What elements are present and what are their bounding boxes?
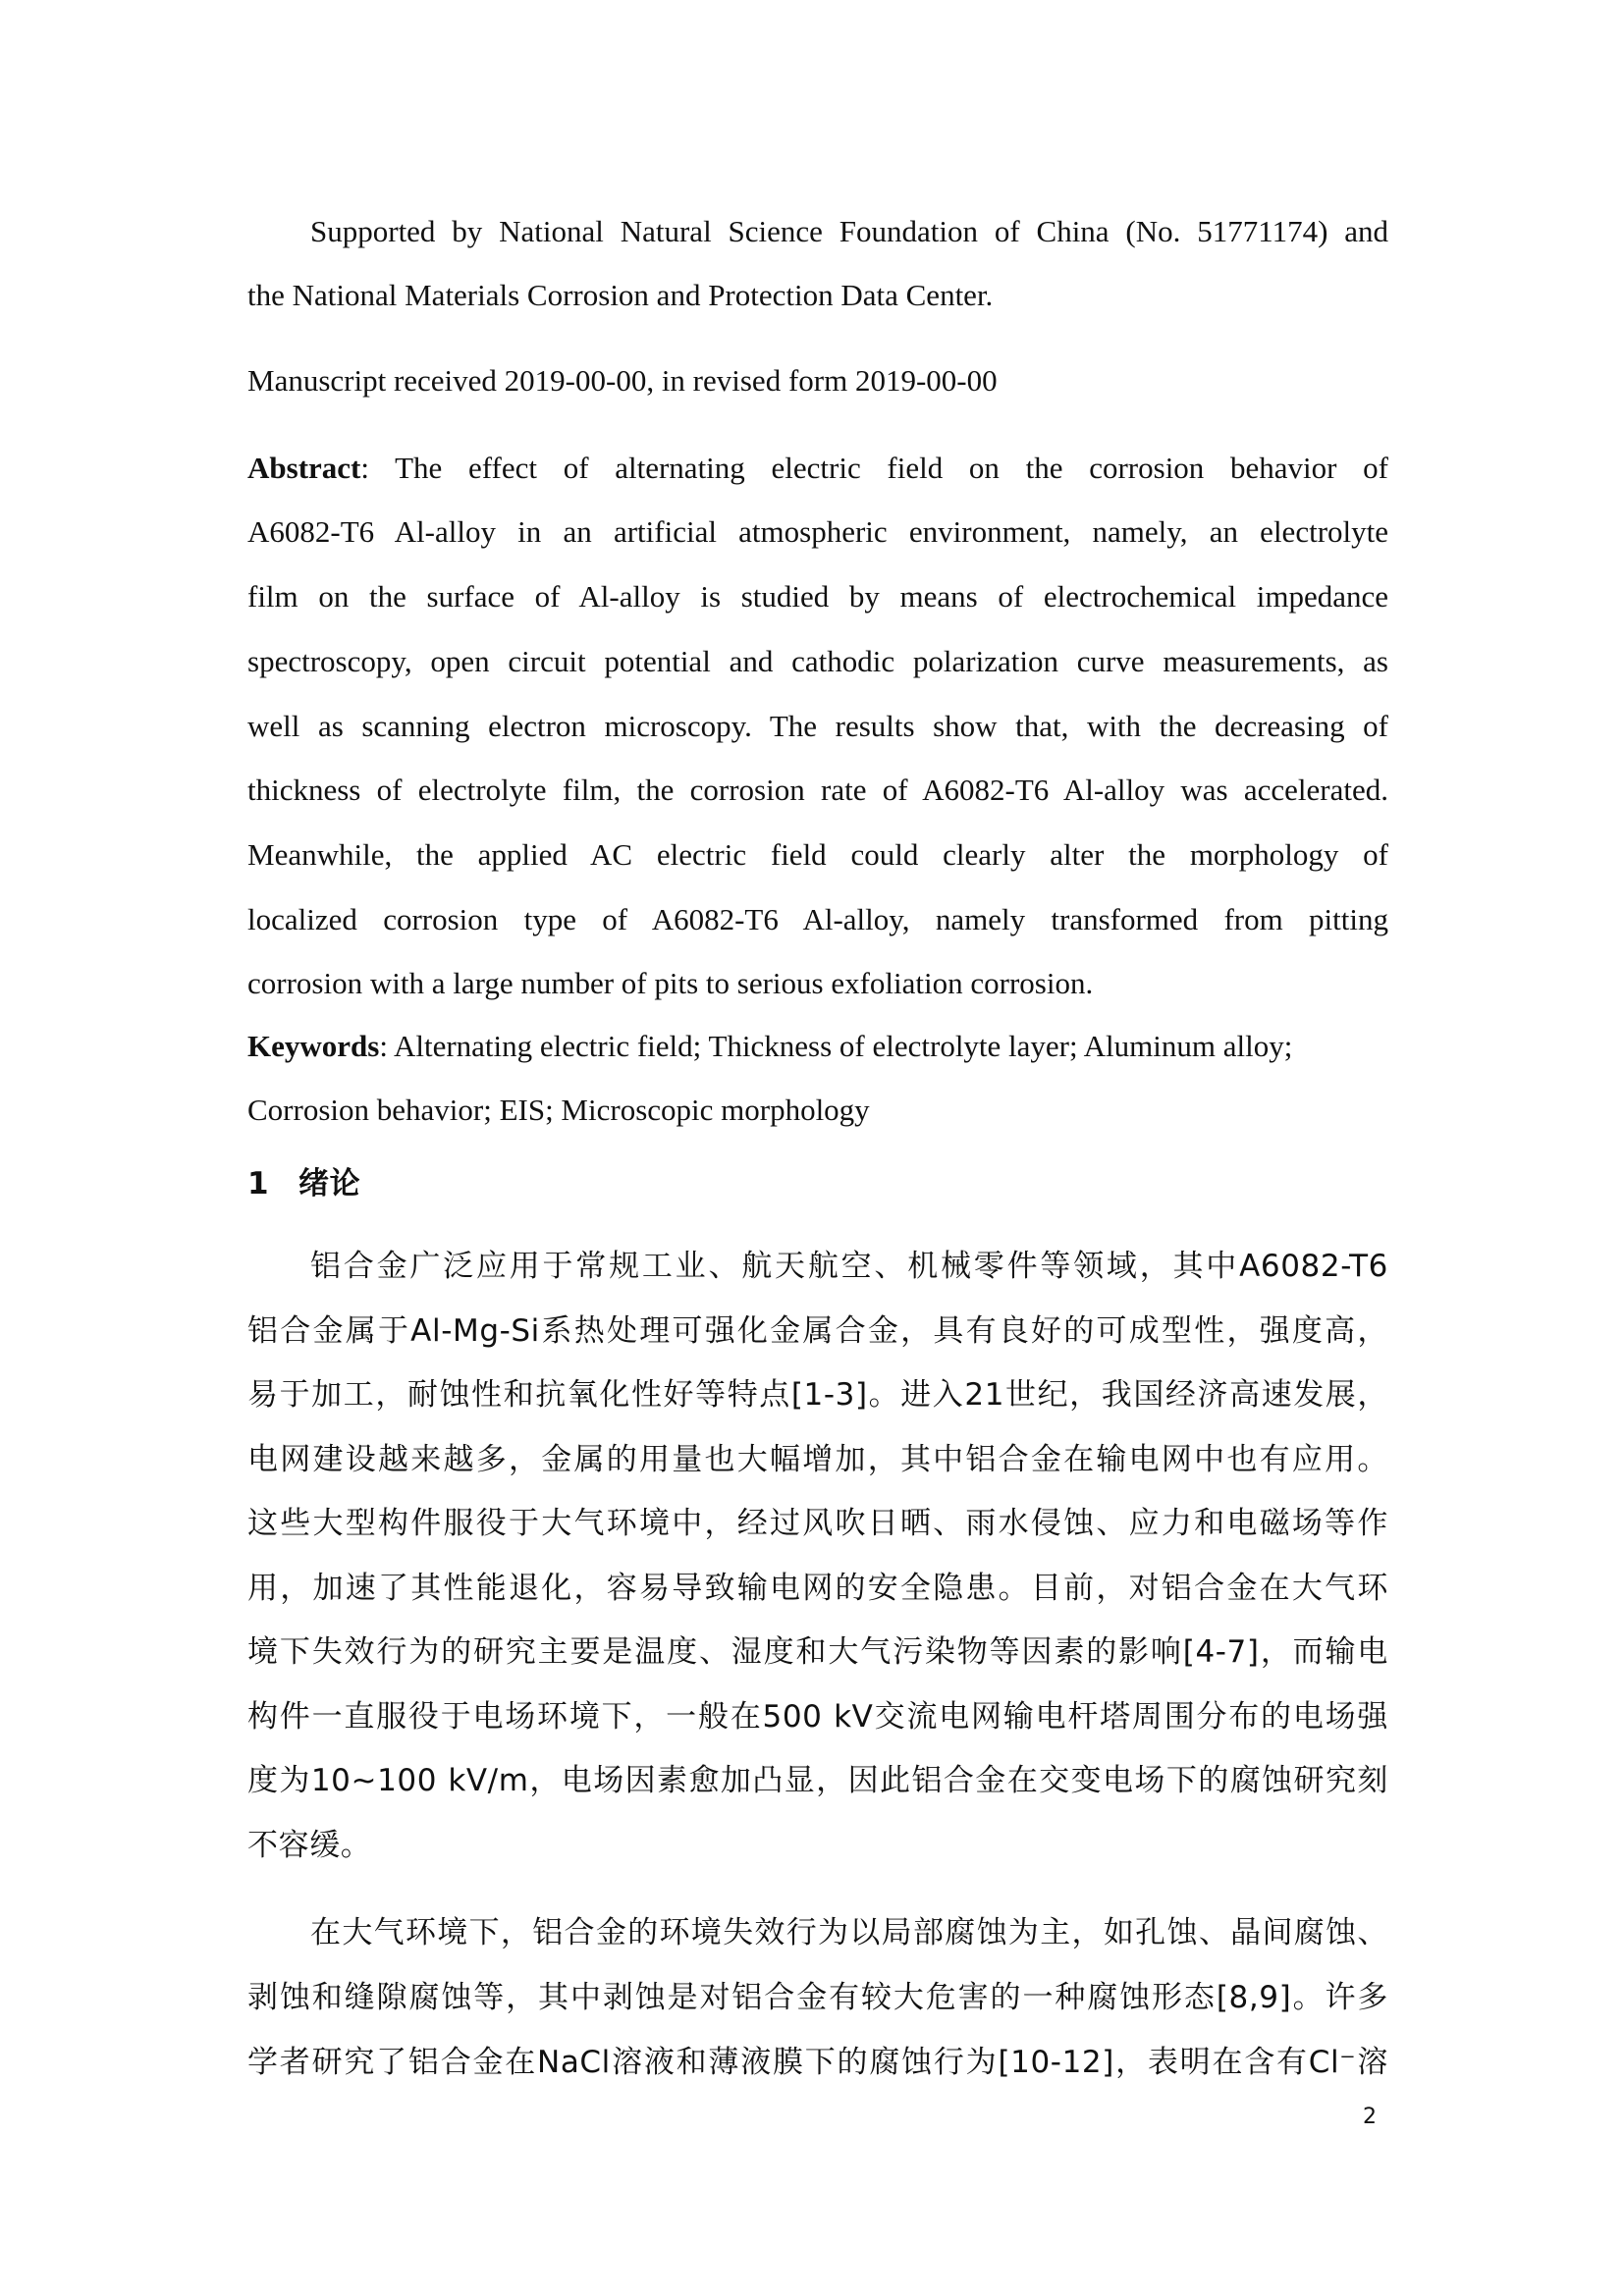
para2-line-2: 剥蚀和缝隙腐蚀等，其中剥蚀是对铝合金有较大危害的一种腐蚀形态[8,9]。许多 <box>247 1980 1388 2015</box>
para1-line-1: 铝合金广泛应用于常规工业、航天航空、机械零件等领域，其中A6082-T6 <box>310 1249 1388 1284</box>
keywords-line-1: Keywords: Alternating electric field; Thickness of electrolyte layer; Aluminum alloy; <box>247 1029 1293 1063</box>
keywords-label: Keywords <box>247 1029 380 1063</box>
abstract-line-5: well as scanning electron microscopy. The results show that, with the decreasing of <box>247 709 1388 743</box>
section-heading <box>247 1164 1388 1203</box>
funding-line-1: Supported by National Natural Science Foundation of China (No. 51771174) and <box>310 214 1388 248</box>
para1-line-6: 用，加速了其性能退化，容易导致输电网的安全隐患。目前，对铝合金在大气环 <box>247 1571 1388 1606</box>
abstract-line-9: corrosion with a large number of pits to serious exfoliation corrosion. <box>247 966 1094 1000</box>
para2-line-3: 学者研究了铝合金在NaCl溶液和薄液膜下的腐蚀行为[10-12]，表明在含有Cl⁻溶 <box>247 2045 1388 2080</box>
abstract-line-1: Abstract: The effect of alternating electric field on the corrosion behavior of <box>247 451 1388 485</box>
para1-line-3: 易于加工，耐蚀性和抗氧化性好等特点[1-3]。进入21世纪，我国经济高速发展， <box>247 1377 1388 1413</box>
para1-line-8: 构件一直服役于电场环境下，一般在500 kV交流电网输电杆塔周围分布的电场强 <box>247 1699 1388 1735</box>
para1-line-2: 铝合金属于Al-Mg-Si系热处理可强化金属合金，具有良好的可成型性，强度高， <box>247 1313 1388 1349</box>
section-title: 绪论 <box>298 1166 361 1201</box>
para1-line-5: 这些大型构件服役于大气环境中，经过风吹日晒、雨水侵蚀、应力和电磁场等作 <box>247 1506 1388 1541</box>
abstract-line-4: spectroscopy, open circuit potential and cathodic polarization curve measurements, as <box>247 644 1388 678</box>
funding-line-2: the National Materials Corrosion and Protection Data Center. <box>247 278 994 312</box>
abstract-line-7: Meanwhile, the applied AC electric field could clearly alter the morphology of <box>247 837 1388 872</box>
manuscript-dates: Manuscript received 2019-00-00, in revised form 2019-00-00 <box>247 363 998 398</box>
page-number: 2 <box>1363 2105 1377 2129</box>
keywords-line-2: Corrosion behavior; EIS; Microscopic morphology <box>247 1093 870 1127</box>
abstract-line-2: A6082-T6 Al-alloy in an artificial atmospheric environment, namely, an electrolyte <box>247 514 1388 549</box>
abstract-line-3: film on the surface of Al-alloy is studied by means of electrochemical impedance <box>247 579 1388 614</box>
para1-line-4: 电网建设越来越多，金属的用量也大幅增加，其中铝合金在输电网中也有应用。 <box>247 1442 1388 1477</box>
para1-line-10: 不容缓。 <box>247 1828 372 1863</box>
para1-line-9: 度为10~100 kV/m，电场因素愈加凸显，因此铝合金在交变电场下的腐蚀研究刻 <box>247 1763 1388 1798</box>
abstract-line-8: localized corrosion type of A6082-T6 Al-alloy, namely transformed from pitting <box>247 902 1388 936</box>
abstract-line-6: thickness of electrolyte film, the corrosion rate of A6082-T6 Al-alloy was accelerated. <box>247 773 1388 807</box>
abstract-label: Abstract <box>247 451 361 485</box>
para2-line-1: 在大气环境下，铝合金的环境失效行为以局部腐蚀为主，如孔蚀、晶间腐蚀、 <box>310 1915 1388 1950</box>
para1-line-7: 境下失效行为的研究主要是温度、湿度和大气污染物等因素的影响[4-7]，而输电 <box>247 1634 1388 1670</box>
section-number: 1 <box>247 1166 270 1201</box>
